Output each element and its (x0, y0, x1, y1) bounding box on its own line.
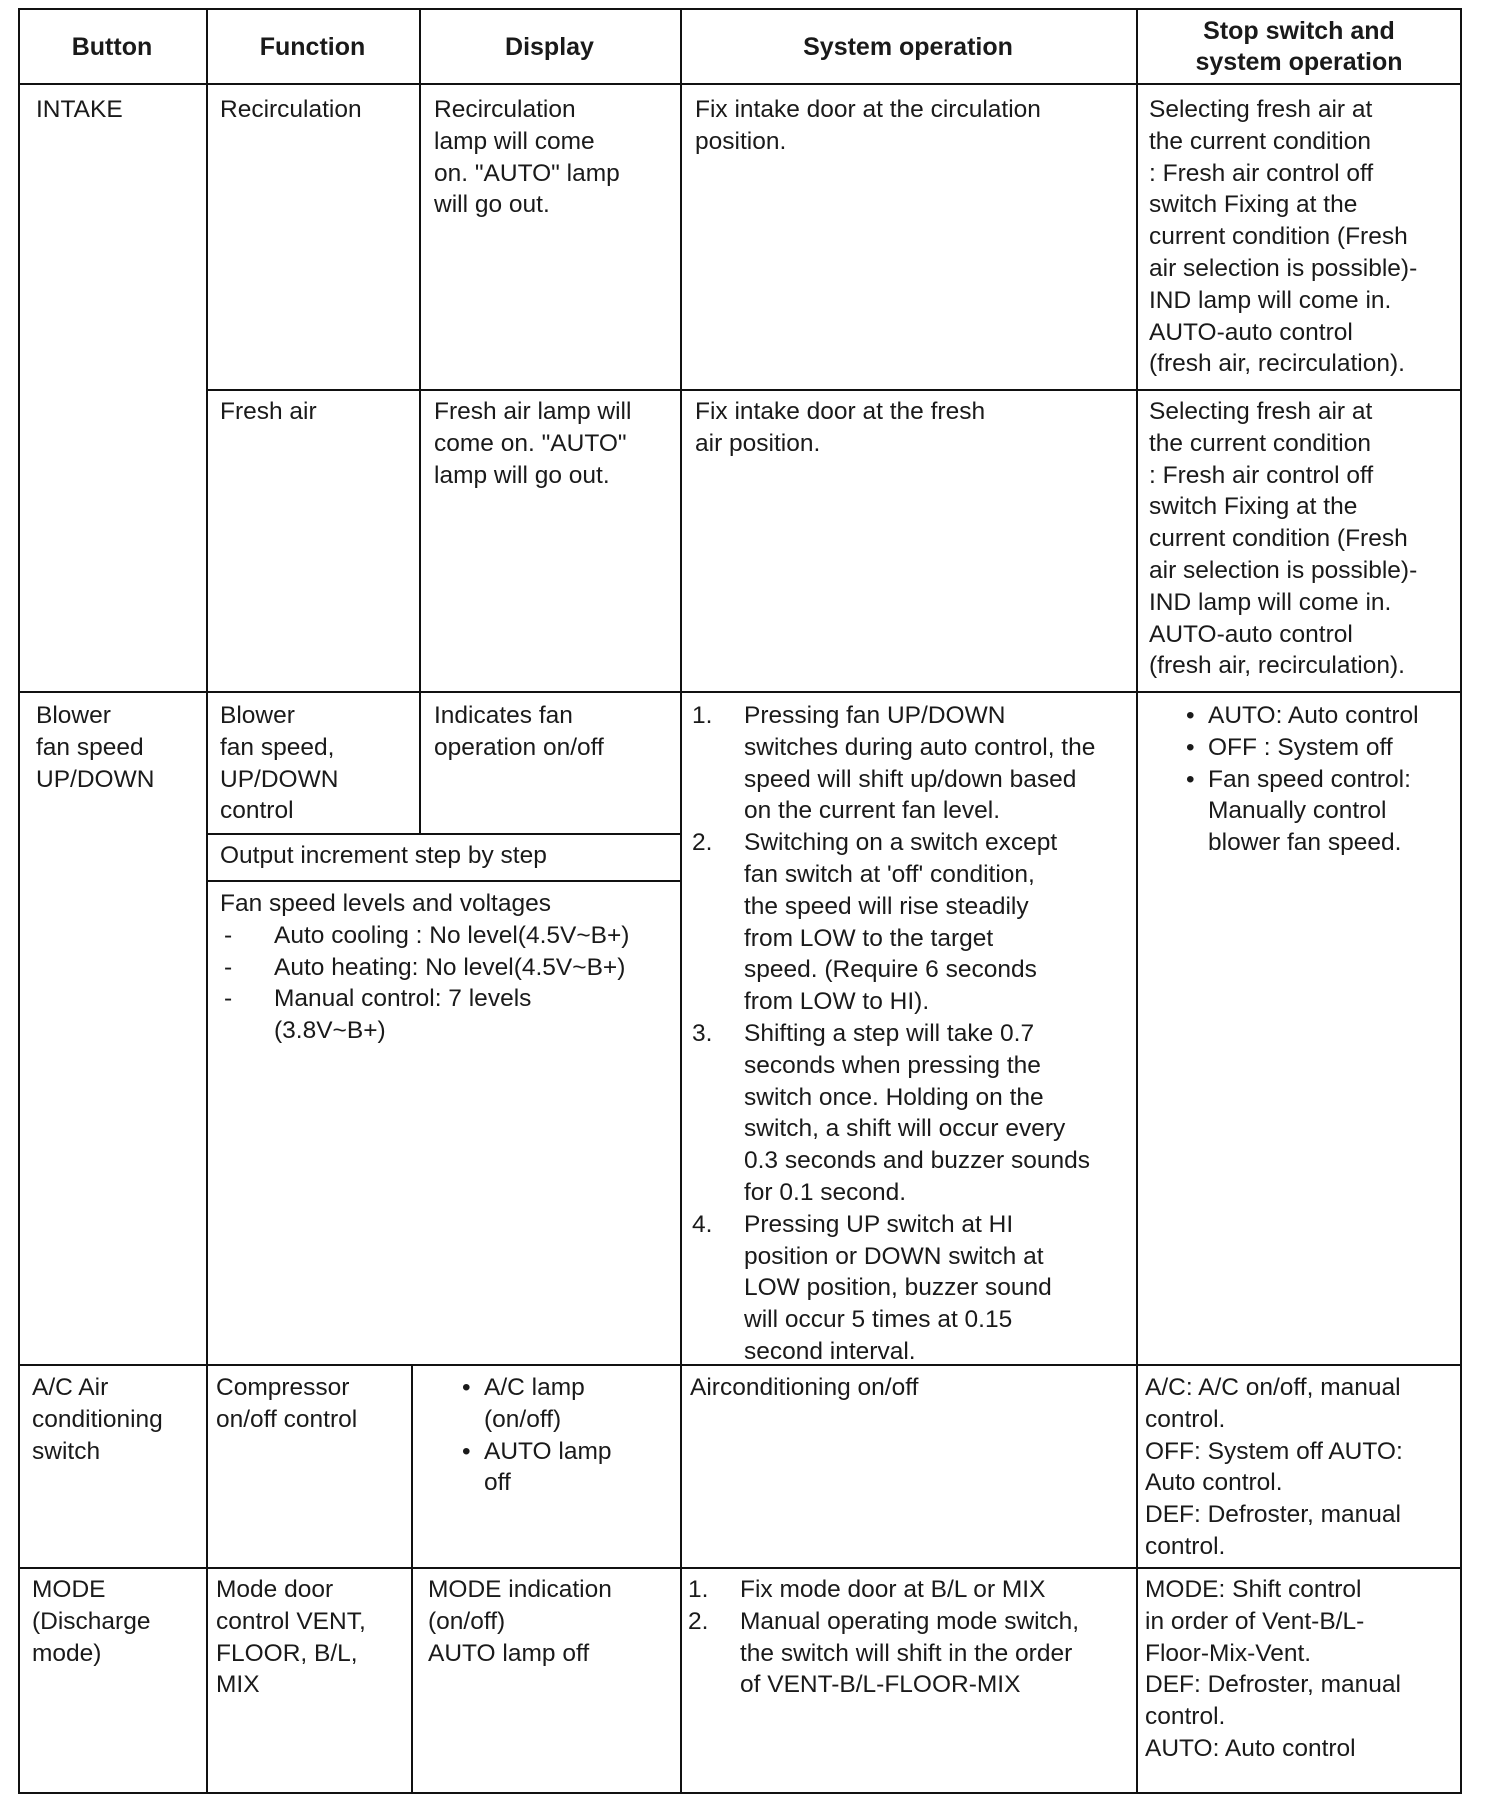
cell-line: speed. (Require 6 seconds (744, 956, 1037, 984)
cell-line: FLOOR, B/L, (216, 1639, 358, 1667)
cell-line: Recirculation (434, 96, 576, 123)
header-divider (18, 83, 1462, 85)
header-display: Display (505, 33, 594, 61)
cell-line: speed will shift up/down based (744, 765, 1077, 793)
cell-line: switch Fixing at the (1149, 493, 1358, 521)
cell-line: lamp will come (434, 127, 595, 155)
cell-line: Selecting fresh air at (1149, 96, 1373, 123)
cell-line: - Auto cooling : No level(4.5V~B+) (274, 921, 630, 949)
output-increment-bottom (206, 880, 680, 882)
cell-line: IND lamp will come in. (1149, 286, 1392, 314)
item-number: 2. (688, 1607, 709, 1635)
intake-recirc-function (220, 94, 362, 126)
cell-line: fan switch at 'off' condition, (744, 860, 1035, 888)
cell-line: DEF: Defroster, manual (1145, 1671, 1401, 1699)
mode-system (688, 1574, 1079, 1701)
blower-system (692, 700, 1095, 1368)
cell-line: MIX (216, 1671, 260, 1699)
mode-button (32, 1574, 150, 1669)
blower-output-increment: Output increment step by step (220, 842, 547, 869)
cell-line: UP/DOWN (220, 765, 339, 793)
list-item (688, 1574, 1079, 1606)
cell-line: in order of Vent-B/L- (1145, 1607, 1365, 1635)
cell-line: MODE: Shift control (1145, 1576, 1362, 1603)
cell-line: (on/off) (428, 1607, 506, 1635)
cell-line: for 0.1 second. (744, 1178, 907, 1206)
cell-line: (on/off) (484, 1405, 562, 1433)
intake-fresh-system (695, 396, 985, 460)
cell-line: position. (695, 127, 787, 155)
cell-line: Fix intake door at the circulation (695, 96, 1041, 123)
cell-line: of VENT-B/L-FLOOR-MIX (740, 1671, 1021, 1699)
cell-line: air position. (695, 429, 821, 457)
cell-line: LOW position, buzzer sound (744, 1274, 1052, 1302)
cell-line: Blower (220, 702, 295, 729)
cell-line: (fresh air, recirculation). (1149, 652, 1405, 680)
cell-line: seconds when pressing the (744, 1051, 1041, 1079)
header-system-operation: System operation (803, 33, 1013, 61)
cell-line: Switching on a switch except (744, 829, 1058, 857)
cell-line: control. (1145, 1532, 1226, 1560)
cell-line: blower fan speed. (1208, 829, 1402, 857)
cell-line: A/C: A/C on/off, manual (1145, 1374, 1401, 1401)
list-item (692, 1209, 1095, 1368)
ac-display (452, 1372, 612, 1499)
header-stop-line-1: Stop switch and (1203, 17, 1395, 45)
cell-line: come on. "AUTO" (434, 429, 627, 457)
cell-line: Recirculation (220, 96, 362, 123)
cell-line: Floor-Mix-Vent. (1145, 1639, 1312, 1667)
cell-line: control (220, 797, 294, 825)
cell-line: • Fan speed control: (1208, 765, 1411, 793)
list-item (1176, 732, 1419, 764)
cell-line: 0.3 seconds and buzzer sounds (744, 1147, 1090, 1175)
cell-line: Manual operating mode switch, (740, 1607, 1080, 1635)
cell-line: UP/DOWN (36, 765, 155, 793)
cell-line: Selecting fresh air at (1149, 398, 1373, 425)
cell-line: (3.8V~B+) (274, 1017, 386, 1045)
cell-line: Pressing UP switch at HI (744, 1210, 1014, 1238)
cell-line: fan speed, (220, 733, 335, 761)
cell-line: Indicates fan (434, 702, 573, 729)
cell-line: current condition (Fresh (1149, 525, 1408, 553)
cell-line: on the current fan level. (744, 797, 1001, 825)
cell-line: air selection is possible)- (1149, 254, 1418, 282)
list-item (1176, 700, 1419, 732)
blower-stop (1176, 700, 1419, 859)
cell-line: • AUTO lamp (484, 1437, 612, 1465)
list-item (692, 827, 1095, 1018)
intake-recirc-stop (1149, 94, 1417, 380)
cell-line: Fix intake door at the fresh (695, 398, 986, 425)
intake-fresh-stop (1149, 396, 1417, 682)
cell-line: will go out. (434, 191, 550, 219)
cell-line: second interval. (744, 1337, 916, 1365)
cell-line: off (484, 1469, 511, 1497)
cell-line: OFF: System off AUTO: (1145, 1437, 1403, 1465)
mode-row-top (18, 1567, 1462, 1569)
cell-line: - Auto heating: No level(4.5V~B+) (274, 953, 626, 981)
mode-stop (1145, 1574, 1401, 1765)
cell-line: position or DOWN switch at (744, 1242, 1044, 1270)
cell-line: Fresh air (220, 398, 317, 425)
blower-display (434, 700, 604, 764)
list-item (692, 1018, 1095, 1209)
cell-line: AUTO: Auto control (1145, 1734, 1356, 1762)
intake-button (36, 94, 123, 126)
list-item (220, 983, 629, 1047)
cell-line: switch Fixing at the (1149, 191, 1358, 219)
intake-recirc-system (695, 94, 1041, 158)
fan-levels-title: Fan speed levels and voltages (220, 890, 551, 917)
item-number: 4. (692, 1210, 713, 1238)
cell-line: Airconditioning on/off (690, 1374, 919, 1401)
ac-function (216, 1372, 357, 1436)
list-item (452, 1372, 612, 1436)
cell-line: MODE indication (428, 1576, 612, 1603)
cell-line: • OFF : System off (1208, 733, 1393, 761)
list-item (220, 920, 629, 952)
cell-line: switch, a shift will occur every (744, 1115, 1066, 1143)
cell-line: switch once. Holding on the (744, 1083, 1044, 1111)
mode-display (428, 1574, 612, 1669)
header-function: Function (259, 33, 366, 61)
intake-fresh-display (434, 396, 631, 491)
output-increment-top (206, 833, 680, 835)
header-stop-line-2: system operation (1195, 48, 1403, 76)
col2-divider-lower (411, 1364, 413, 1794)
header-stop-switch (1136, 16, 1462, 78)
cell-line: - Manual control: 7 levels (274, 985, 532, 1013)
cell-line: Blower (36, 702, 111, 729)
cell-line: IND lamp will come in. (1149, 588, 1392, 616)
cell-line: conditioning (32, 1405, 163, 1433)
cell-line: current condition (Fresh (1149, 223, 1408, 251)
blower-system-list (692, 700, 1095, 1368)
list-item (452, 1436, 612, 1500)
cell-line: DEF: Defroster, manual (1145, 1501, 1401, 1529)
cell-line: from LOW to HI). (744, 988, 930, 1016)
cell-line: control VENT, (216, 1607, 366, 1635)
cell-line: : Fresh air control off (1149, 461, 1374, 489)
ac-button (32, 1372, 163, 1467)
cell-line: control. (1145, 1703, 1226, 1731)
intake-recirc-display (434, 94, 620, 221)
cell-line: Shifting a step will take 0.7 (744, 1019, 1035, 1047)
cell-line: switch (32, 1437, 101, 1465)
cell-line: AUTO lamp off (428, 1639, 590, 1667)
cell-line: the current condition (1149, 127, 1371, 155)
cell-line: AUTO-auto control (1149, 318, 1353, 346)
blower-function (220, 700, 338, 827)
item-number: 3. (692, 1019, 713, 1047)
col1-divider (206, 8, 208, 1794)
cell-line: fan speed (36, 733, 144, 761)
col4-divider (1136, 8, 1138, 1794)
cell-line: control. (1145, 1405, 1226, 1433)
cell-line: Compressor (216, 1374, 350, 1401)
fan-levels-list (220, 920, 629, 1047)
ac-stop (1145, 1372, 1403, 1563)
cell-line: Mode door (216, 1576, 334, 1603)
cell-line: Manually control (1208, 797, 1387, 825)
intake-row-divider (206, 389, 1462, 391)
cell-line: : Fresh air control off (1149, 159, 1374, 187)
cell-line: from LOW to the target (744, 924, 994, 952)
operation-table (18, 8, 1462, 1794)
cell-line: (fresh air, recirculation). (1149, 350, 1405, 378)
blower-button (36, 700, 154, 795)
cell-line: lamp will go out. (434, 461, 610, 489)
ac-system (690, 1372, 918, 1404)
cell-line: Auto control. (1145, 1469, 1283, 1497)
cell-line: on. "AUTO" lamp (434, 159, 620, 187)
blower-stop-list (1176, 700, 1419, 859)
cell-line: the current condition (1149, 429, 1371, 457)
header-button: Button (71, 33, 153, 61)
item-number: 1. (692, 702, 713, 729)
cell-line: will occur 5 times at 0.15 (744, 1306, 1013, 1334)
cell-line: mode) (32, 1639, 102, 1667)
col3-divider (680, 8, 682, 1794)
cell-line: operation on/off (434, 733, 604, 761)
blower-fan-levels (220, 888, 629, 1047)
list-item (692, 700, 1095, 827)
list-item (220, 952, 629, 984)
cell-line: the switch will shift in the order (740, 1639, 1073, 1667)
cell-line: AUTO-auto control (1149, 620, 1353, 648)
cell-line: the speed will rise steadily (744, 892, 1029, 920)
item-number: 2. (692, 829, 713, 857)
item-number: 1. (688, 1576, 709, 1603)
cell-line: MODE (32, 1576, 106, 1603)
cell-line: on/off control (216, 1405, 358, 1433)
cell-line: Pressing fan UP/DOWN (744, 702, 1006, 729)
blower-row-top (18, 691, 1462, 693)
cell-line: (Discharge (32, 1607, 151, 1635)
intake-fresh-function (220, 396, 317, 428)
cell-line: switches during auto control, the (744, 733, 1096, 761)
cell-line: INTAKE (36, 96, 123, 123)
list-item (688, 1606, 1079, 1701)
mode-system-list (688, 1574, 1079, 1701)
cell-line: air selection is possible)- (1149, 556, 1418, 584)
cell-line: • A/C lamp (484, 1374, 585, 1401)
cell-line: Fix mode door at B/L or MIX (740, 1576, 1046, 1603)
cell-line: • AUTO: Auto control (1208, 702, 1419, 729)
ac-display-list (452, 1372, 612, 1499)
cell-line: A/C Air (32, 1374, 109, 1401)
list-item (1176, 764, 1419, 859)
col2-divider-upper (419, 8, 421, 833)
cell-line: Fresh air lamp will (434, 398, 632, 425)
mode-function (216, 1574, 366, 1701)
